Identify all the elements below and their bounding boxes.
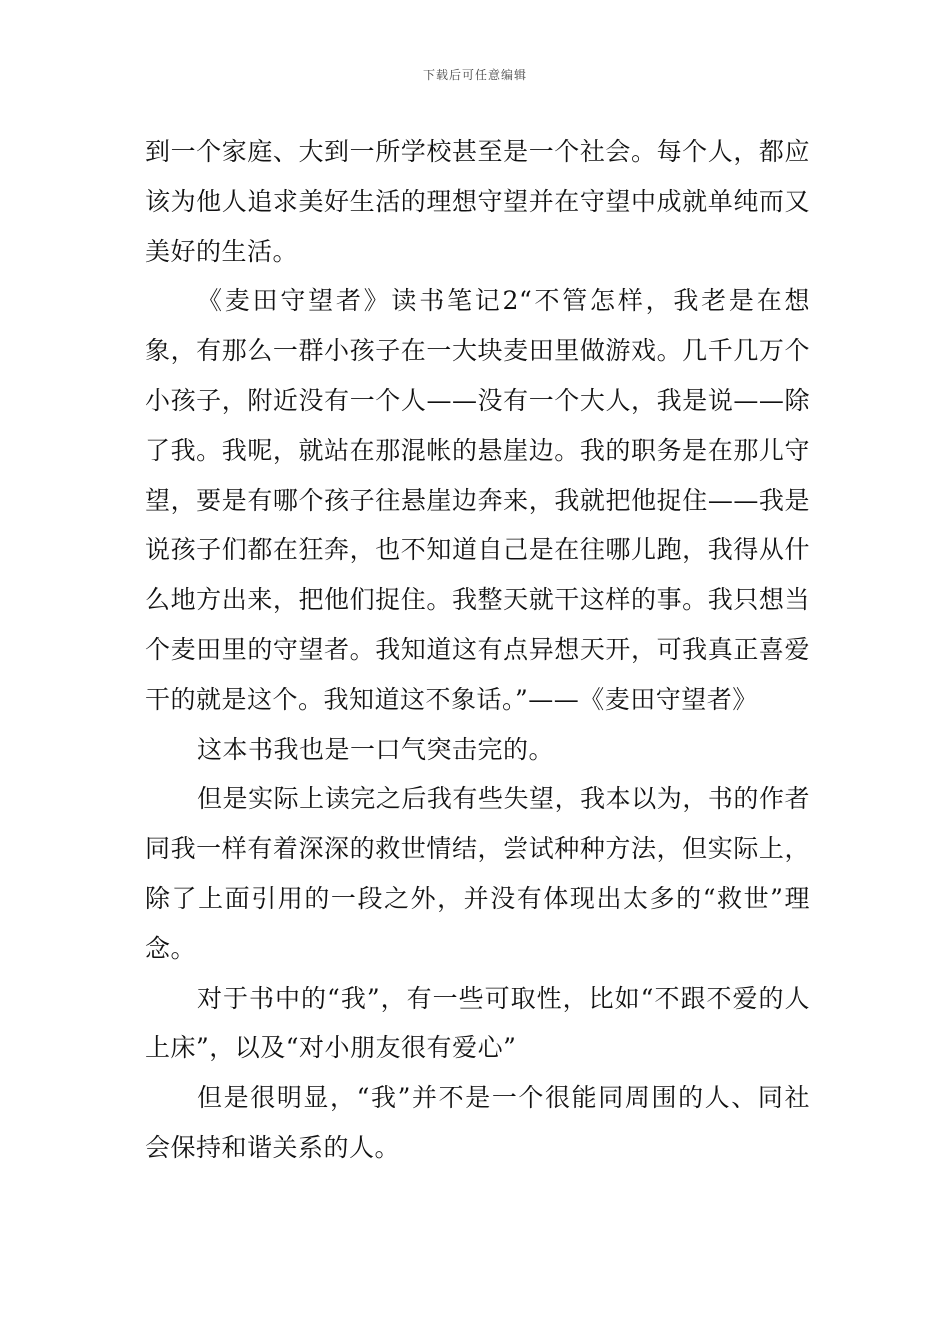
paragraph-merits: 对于书中的“我”，有一些可取性，比如“不跟不爱的人上床”，以及“对小朋友很有爱心” <box>145 983 810 1063</box>
paragraph-continuation: 到一个家庭、大到一所学校甚至是一个社会。每个人，都应该为他人追求美好生活的理想守望并在守望中成就单纯而又美好的生活。 <box>145 137 810 266</box>
paragraph-read-in-one-go: 这本书我也是一口气突击完的。 <box>197 734 555 764</box>
document-body <box>145 127 810 1173</box>
paragraph-conclusion: 但是很明显，“我”并不是一个很能同周围的人、同社会保持和谐关系的人。 <box>145 1083 810 1162</box>
page-header: 下载后可任意编辑 <box>422 68 527 82</box>
paragraph-disappointment: 但是实际上读完之后我有些失望，我本以为，书的作者同我一样有着深深的救世情结，尝试种种方法，但实际上，除了上面引用的一段之外，并没有体现出太多的“救世”理念。 <box>145 784 810 963</box>
paragraph-reading-note-2: 《麦田守望者》读书笔记2“不管怎样，我老是在想象，有那么一群小孩子在一大块麦田里做游戏。几千几万个小孩子，附近没有一个人——没有一个大人，我是说——除了我。我呢，就站在那混帐的悬崖边。我的职务是在那儿守望，要是有哪个孩子往悬崖边奔来，我就把他捉住——我是说孩子们都在狂奔，也不知道自己是在往哪儿跑，我得从什么地方出来，把他们捉住。我整天就干这样的事。我只想当个麦田里的守望者。我知道这有点异想天开，可我真正喜爱干的就是这个。我知道这不象话。”——《麦田守望者》 <box>145 286 810 714</box>
